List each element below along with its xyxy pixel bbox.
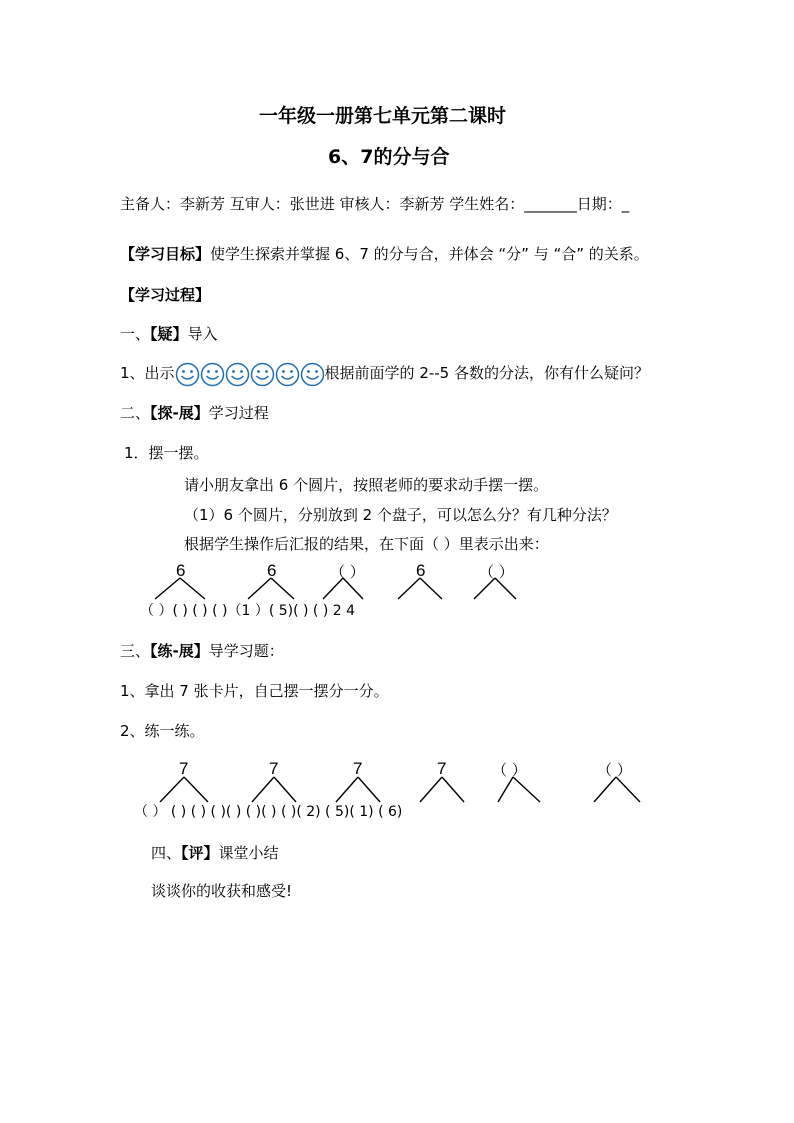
section-3-label: 【练-展】 (150, 642, 209, 660)
tree-6-top: 7 (179, 759, 189, 778)
branch-line (442, 777, 464, 802)
section-2-label: 【探-展】 (150, 404, 209, 422)
branch-line (160, 777, 184, 802)
tree-row-2-bottom: （ ） ( ) ( ) ( )( ) ( )( ) ( )( 2) ( 5)( 1) ( 6) (134, 804, 403, 820)
tree-2-top: 6 (267, 561, 277, 580)
branch-line (594, 777, 616, 802)
process-heading: 【学习过程】 (120, 286, 211, 304)
step-1-line-2: （1）6 个圆片，分别放到 2 个盘子，可以怎么分？有几种分法？ (184, 506, 617, 524)
branch-line (252, 777, 274, 802)
tree-1-top: 6 (176, 561, 186, 580)
section-4-heading (151, 842, 279, 863)
closing-prompt: 谈谈你的收获和感受! (151, 882, 293, 900)
branch-line (184, 777, 208, 802)
branch-line (498, 777, 513, 802)
question-1-suffix: 根据前面学的 2--5 各数的分法，你有什么疑问？ (324, 364, 649, 382)
section-4-text: 课堂小结 (218, 844, 279, 862)
branch-line (274, 777, 296, 802)
tree-row-1-bottom: （ ）( ) ( ) ( )（1 ）( 5)( ) ( ) 2 4 (140, 603, 356, 619)
tree-9-top: 7 (437, 759, 447, 778)
branch-line (358, 777, 380, 802)
question-1-prefix: 1、出示 (120, 364, 175, 382)
exercise-2: 2、练一练。 (120, 722, 205, 740)
section-4-prefix: 四、 (151, 844, 182, 862)
tree-11-top: （ ） (597, 761, 632, 779)
section-4-label: 【评】 (181, 844, 219, 862)
section-1-prefix: 一、 (120, 325, 151, 343)
exercise-1: 1、拿出 7 张卡片，自己摆一摆分一分。 (120, 682, 389, 700)
page-title: 一年级一册第七单元第二课时 (259, 105, 507, 127)
branch-line (420, 777, 442, 802)
step-1-heading: 1．摆一摆。 (124, 444, 209, 462)
section-2-text: 学习过程 (208, 404, 269, 422)
step-1-line-3: 根据学生操作后汇报的结果，在下面（ ）里表示出来： (184, 535, 549, 553)
branch-line (336, 777, 358, 802)
section-1-label: 【疑】 (150, 325, 188, 343)
tree-7-top: 7 (269, 759, 279, 778)
section-1-text: 导入 (187, 325, 218, 343)
tree-3-top: （ ） (330, 563, 365, 581)
branch-line (513, 777, 540, 802)
tree-8-top: 7 (353, 759, 363, 778)
step-1-line-1: 请小朋友拿出 6 个圆片，按照老师的要求动手摆一摆。 (184, 476, 549, 494)
goal-text: 使学生探索并掌握 6、7 的分与合，并体会 “分” 与 “合” 的关系。 (210, 245, 649, 263)
section-2-prefix: 二、 (120, 404, 151, 422)
tree-10-top: （ ） (492, 761, 527, 779)
branch-line (616, 777, 640, 802)
meta-line: 主备人：李新芳 互审人：张世进 审核人：李新芳 学生姓名：_______日期：_ (120, 195, 630, 213)
section-3-prefix: 三、 (120, 642, 151, 660)
section-3-text: 导学习题： (208, 642, 284, 660)
tree-5-top: （ ） (479, 563, 514, 581)
page-subtitle: 6、7的分与合 (328, 146, 450, 168)
tree-4-top: 6 (416, 561, 426, 580)
goal-label: 【学习目标】 (120, 245, 211, 263)
